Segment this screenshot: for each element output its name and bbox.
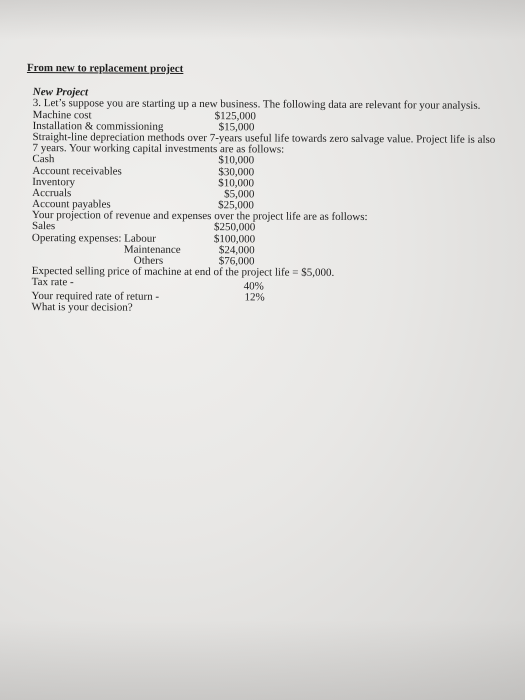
- projection-label: Others: [133, 254, 164, 267]
- bottom-shadow: [0, 620, 525, 700]
- working-capital-label: Cash: [32, 153, 55, 166]
- cost-label: Installation & commissioning: [32, 119, 164, 133]
- projection-label: Sales: [31, 220, 56, 233]
- working-capital-value: $10,000: [218, 154, 255, 167]
- depreciation-text-line1: Straight-line depreciation methods over 7-years useful life towards zero salvage value. Project life is also: [32, 130, 496, 146]
- projection-intro: Your projection of revenue and expenses over the project life are as follows:: [32, 209, 368, 224]
- tax-rate-value: 40%: [243, 280, 264, 293]
- working-capital-value: $5,000: [224, 188, 255, 201]
- working-capital-label: Account payables: [32, 198, 111, 211]
- tax-rate-row: [32, 277, 518, 291]
- working-capital-value: $25,000: [218, 199, 254, 212]
- required-return-value: 12%: [244, 290, 265, 304]
- working-capital-label: Accruals: [32, 186, 72, 200]
- cost-label: Machine cost: [32, 108, 92, 121]
- top-shadow: [0, 0, 525, 40]
- required-return-label: Your required rate of return -: [31, 289, 160, 303]
- cost-value: $15,000: [218, 120, 255, 134]
- projection-value: $250,000: [213, 221, 256, 234]
- project-subheading: New Project: [32, 86, 89, 99]
- working-capital-label: Inventory: [32, 175, 76, 188]
- projection-label: Maintenance: [123, 243, 181, 256]
- projection-value: $100,000: [213, 232, 256, 246]
- projection-value: $24,000: [218, 243, 255, 257]
- section-heading: From new to replacement project: [26, 61, 184, 75]
- depreciation-text-line2: 7 years. Your working capital investments are as follows:: [32, 142, 285, 156]
- document-page: [27, 63, 519, 316]
- problem-intro: 3. Let’s suppose you are starting up a new business. The following data are relevant for your analysis.: [32, 97, 481, 113]
- decision-question: What is your decision?: [31, 300, 133, 314]
- working-capital-label: Account receivables: [32, 164, 122, 178]
- working-capital-value: $30,000: [218, 165, 255, 178]
- projection-value: $76,000: [218, 255, 255, 268]
- working-capital-value: $10,000: [218, 176, 255, 190]
- cost-value: $125,000: [214, 109, 256, 122]
- tax-rate-label: Tax rate -: [31, 276, 74, 289]
- selling-price-text: Expected selling price of machine at end of the project life = $5,000.: [31, 265, 335, 280]
- projection-label: Operating expenses: Labour: [31, 231, 156, 245]
